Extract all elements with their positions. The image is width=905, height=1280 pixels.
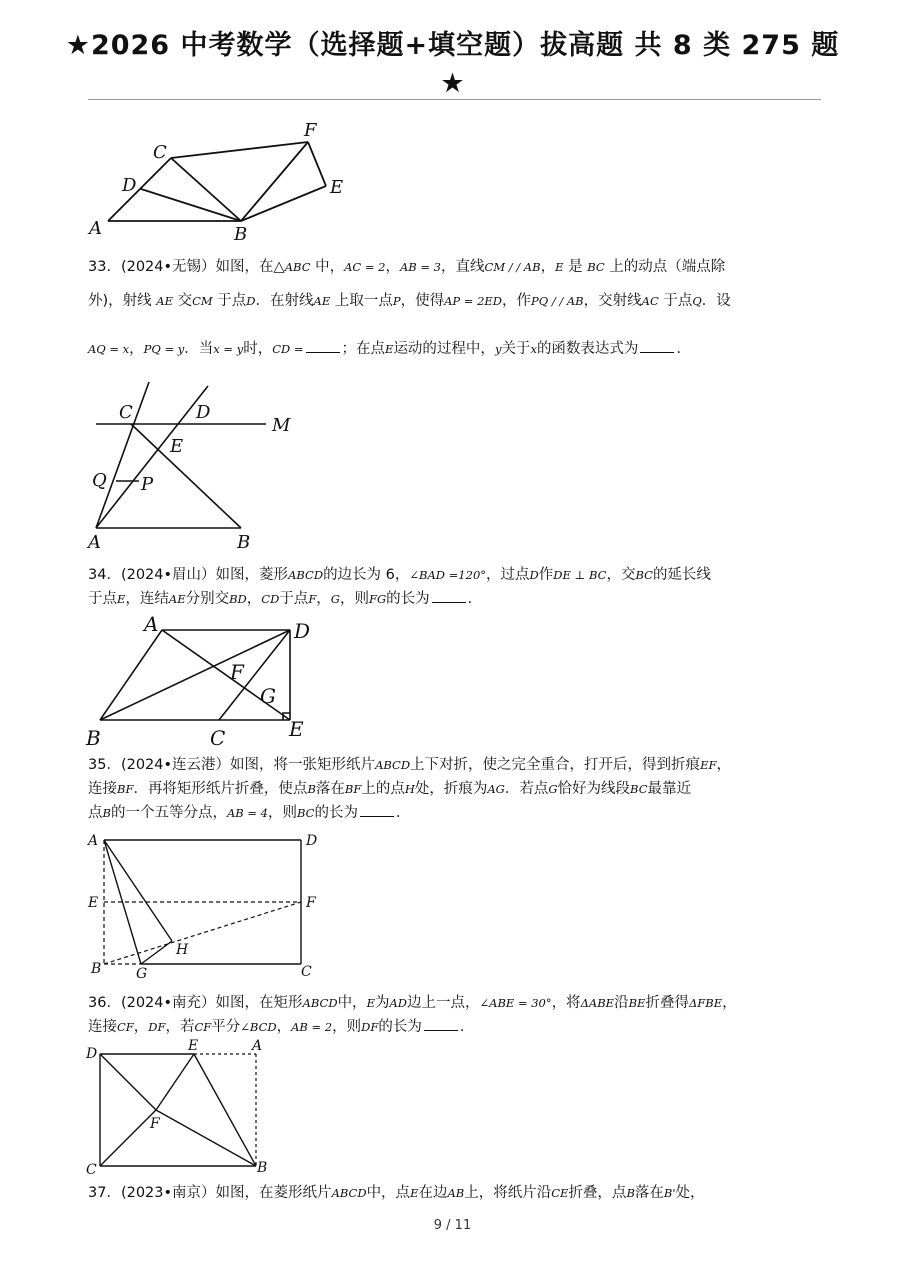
q33-line1: 33．(2024•无锡）如图，在△ABC 中，AC = 2，AB = 3，直线CM / / AB，E 是 BC 上的动点（端点除	[88, 259, 726, 275]
figure-q32	[86, 116, 346, 245]
q36-line2: 连接CF，DF，若CF平分∠BCD，AB = 2，则DF的长为 ．	[88, 1016, 474, 1038]
label-b: B	[86, 726, 101, 750]
label-h: H	[176, 942, 189, 958]
label-c: C	[301, 964, 312, 980]
answer-blank[interactable]	[640, 338, 674, 353]
q34-line2: 于点E，连结AE分别交BD，CD于点F，G，则FG的长为 ．	[88, 588, 482, 610]
figure-q35	[86, 828, 326, 984]
label-b: B	[237, 532, 251, 553]
label-a: A	[88, 532, 101, 553]
label-e: E	[188, 1038, 199, 1054]
q35-line3: 点B的一个五等分点，AB = 4，则BC的长为 ．	[88, 802, 410, 824]
page-number: 9 / 11	[433, 1218, 472, 1233]
label-d: D	[294, 619, 311, 643]
label-d: D	[122, 175, 137, 196]
label-a: A	[252, 1038, 263, 1054]
label-b: B	[91, 961, 102, 977]
q37-line1: 37．(2023•南京）如图，在菱形纸片ABCD中，点E在边AB上，将纸片沿CE折叠，点B落在B'处，	[88, 1185, 705, 1201]
label-q: Q	[92, 470, 107, 491]
q33-line3: AQ = x，PQ = y．当x = y时，CD = ；在点E运动的过程中，y关于x的函数表达式为 ．	[88, 338, 691, 360]
figure-q34	[84, 612, 334, 752]
label-g: G	[136, 966, 148, 982]
title-star: ★	[440, 68, 465, 99]
label-b: B	[234, 224, 248, 245]
figure-q36	[84, 1036, 284, 1180]
label-b: B	[257, 1160, 268, 1176]
q35-line1: 35．(2024•连云港）如图，将一张矩形纸片ABCD上下对折，使之完全重合，打开后，得到折痕EF，	[88, 757, 731, 773]
label-f: F	[230, 660, 244, 684]
label-d: D	[306, 833, 318, 849]
q35-line2: 连接BF．再将矩形纸片折叠，使点B落在BF上的点H处，折痕为AG．若点G恰好为线段BC最靠近	[88, 781, 692, 797]
label-d: D	[196, 402, 211, 423]
answer-blank[interactable]	[432, 588, 466, 603]
answer-blank[interactable]	[424, 1016, 458, 1031]
label-a: A	[88, 833, 99, 849]
label-a: A	[89, 218, 102, 239]
label-f: F	[306, 895, 316, 911]
q34-line1: 34．(2024•眉山）如图，菱形ABCD的边长为 6，∠BAD =120°，过点D作DE ⊥ BC，交BC的延长线	[88, 567, 711, 583]
q33-line2: 外)，射线 AE 交CM 于点D．在射线AE 上取一点P，使得AP = 2ED，作PQ / / AB，交射线AC 于点Q．设	[88, 293, 731, 309]
label-a: A	[144, 612, 159, 636]
document-title: ★2026 中考数学（选择题+填空题）拔高题 共 8 类 275 题	[65, 30, 840, 61]
label-m: M	[272, 415, 291, 436]
label-e: E	[170, 436, 184, 457]
page-header	[0, 26, 905, 102]
figure-q33	[86, 380, 316, 552]
label-f: F	[304, 120, 317, 141]
q36-line1: 36．(2024•南充）如图，在矩形ABCD中，E为AD边上一点，∠ABE = 30°，将ΔABE沿BE折叠得ΔFBE，	[88, 995, 737, 1011]
answer-blank[interactable]	[306, 338, 340, 353]
label-c: C	[119, 402, 133, 423]
label-f: F	[150, 1116, 160, 1132]
label-p: P	[141, 474, 154, 495]
label-c: C	[210, 726, 226, 750]
label-e: E	[330, 177, 344, 198]
label-d: D	[86, 1046, 98, 1062]
answer-blank[interactable]	[360, 802, 394, 817]
label-e: E	[289, 717, 304, 741]
label-c: C	[153, 142, 167, 163]
label-e: E	[88, 895, 99, 911]
label-g: G	[260, 684, 276, 708]
header-divider	[88, 99, 821, 100]
label-c: C	[86, 1162, 97, 1178]
